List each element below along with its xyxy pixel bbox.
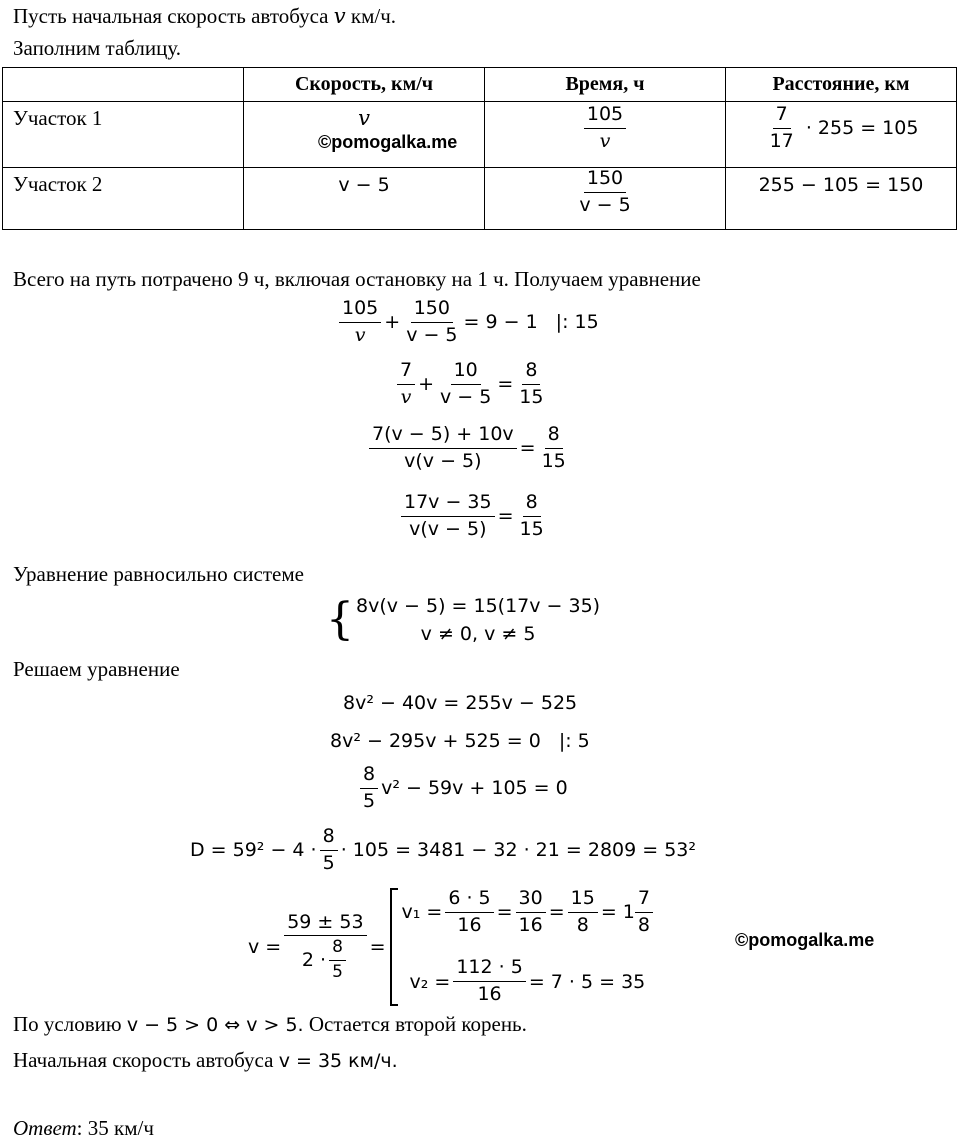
table-cell-speed: v − 5	[244, 168, 485, 230]
data-table	[2, 67, 957, 230]
answer: Ответ: 35 км/ч	[13, 1116, 154, 1140]
equation-6: 8v² − 295v + 525 = 0 |: 5	[330, 730, 590, 752]
table-cell-distance: 255 − 105 = 150	[726, 168, 957, 230]
text-solve: Решаем уравнение	[13, 657, 180, 681]
table-header-speed: Скорость, км/ч	[244, 68, 485, 102]
text-speed: Начальная скорость автобуса v = 35 км/ч.	[13, 1048, 398, 1072]
equation-5: 8v² − 40v = 255v − 525	[343, 692, 578, 714]
equation-3: $\frac{7(v - 5) + 10v}{v(v - 5)}$ = $\frac{8}{15}$	[366, 424, 572, 473]
table-header-distance: Расстояние, км	[726, 68, 957, 102]
table-header-time: Время, ч	[485, 68, 726, 102]
fraction: $\frac{7}{17}$	[769, 103, 794, 152]
discriminant: D = 59² − 4 · $\frac{8}{5}$ · 105 = 3481 − 32 · 21 = 2809 = 53²	[190, 825, 697, 874]
intro-line-2: Заполним таблицу.	[13, 36, 182, 60]
table-cell-label: Участок 2	[3, 168, 244, 230]
table-row	[3, 168, 957, 230]
bracket-icon	[390, 888, 398, 1006]
system-of-equations: { 8v(v − 5) = 15(17v − 35) v ≠ 0, v ≠ 5	[326, 592, 600, 648]
table-cell-speed: v	[244, 102, 485, 168]
equation-1: $\frac{105}{v}$ + $\frac{150}{v - 5}$ = 9 − 1 |: 15	[336, 298, 599, 347]
watermark: ©pomogalka.me	[318, 132, 458, 152]
roots: v = 59 ± 53 2 · $\frac{8}{5}$ = v₁ = $\frac{6 \cdot 5}{16}$ = $\frac{30}{16}$ = $\frac{15}{8}$ = 1 $\frac{7}{8}$ v₂ = $\frac{112 \cdot 5}{16}$ = 7 · 5 = 35	[248, 888, 656, 1006]
equation-2: $\frac{7}{v}$ + $\frac{10}{v - 5}$ = $\frac{8}{15}$	[394, 360, 549, 409]
table-cell-label: Участок 1	[3, 102, 244, 168]
table-header-empty	[3, 68, 244, 102]
intro-line-1: Пусть начальная скорость автобуса v км/ч.	[13, 4, 397, 28]
fraction: $\frac{105}{v}$	[584, 104, 626, 153]
equation-4: $\frac{17v - 35}{v(v - 5)}$ = $\frac{8}{15}$	[398, 492, 550, 541]
table-cell-distance: $\frac{7}{17}$ · 255 = 105	[726, 102, 957, 168]
text-condition: По условию v − 5 > 0 ⇔ v > 5. Остается второй корень.	[13, 1012, 527, 1036]
text-total: Всего на путь потрачено 9 ч, включая остановку на 1 ч. Получаем уравнение	[13, 267, 701, 291]
text-system: Уравнение равносильно системе	[13, 562, 304, 586]
equation-7: $\frac{8}{5}$ v² − 59v + 105 = 0	[357, 764, 568, 813]
table-cell-time	[485, 102, 726, 168]
table-cell-time	[485, 168, 726, 230]
watermark: ©pomogalka.me	[735, 930, 875, 950]
fraction: $\frac{150}{v - 5}$	[579, 167, 631, 216]
table-header-row	[3, 68, 957, 102]
table-row	[3, 102, 957, 168]
brace-icon: {	[326, 594, 354, 645]
